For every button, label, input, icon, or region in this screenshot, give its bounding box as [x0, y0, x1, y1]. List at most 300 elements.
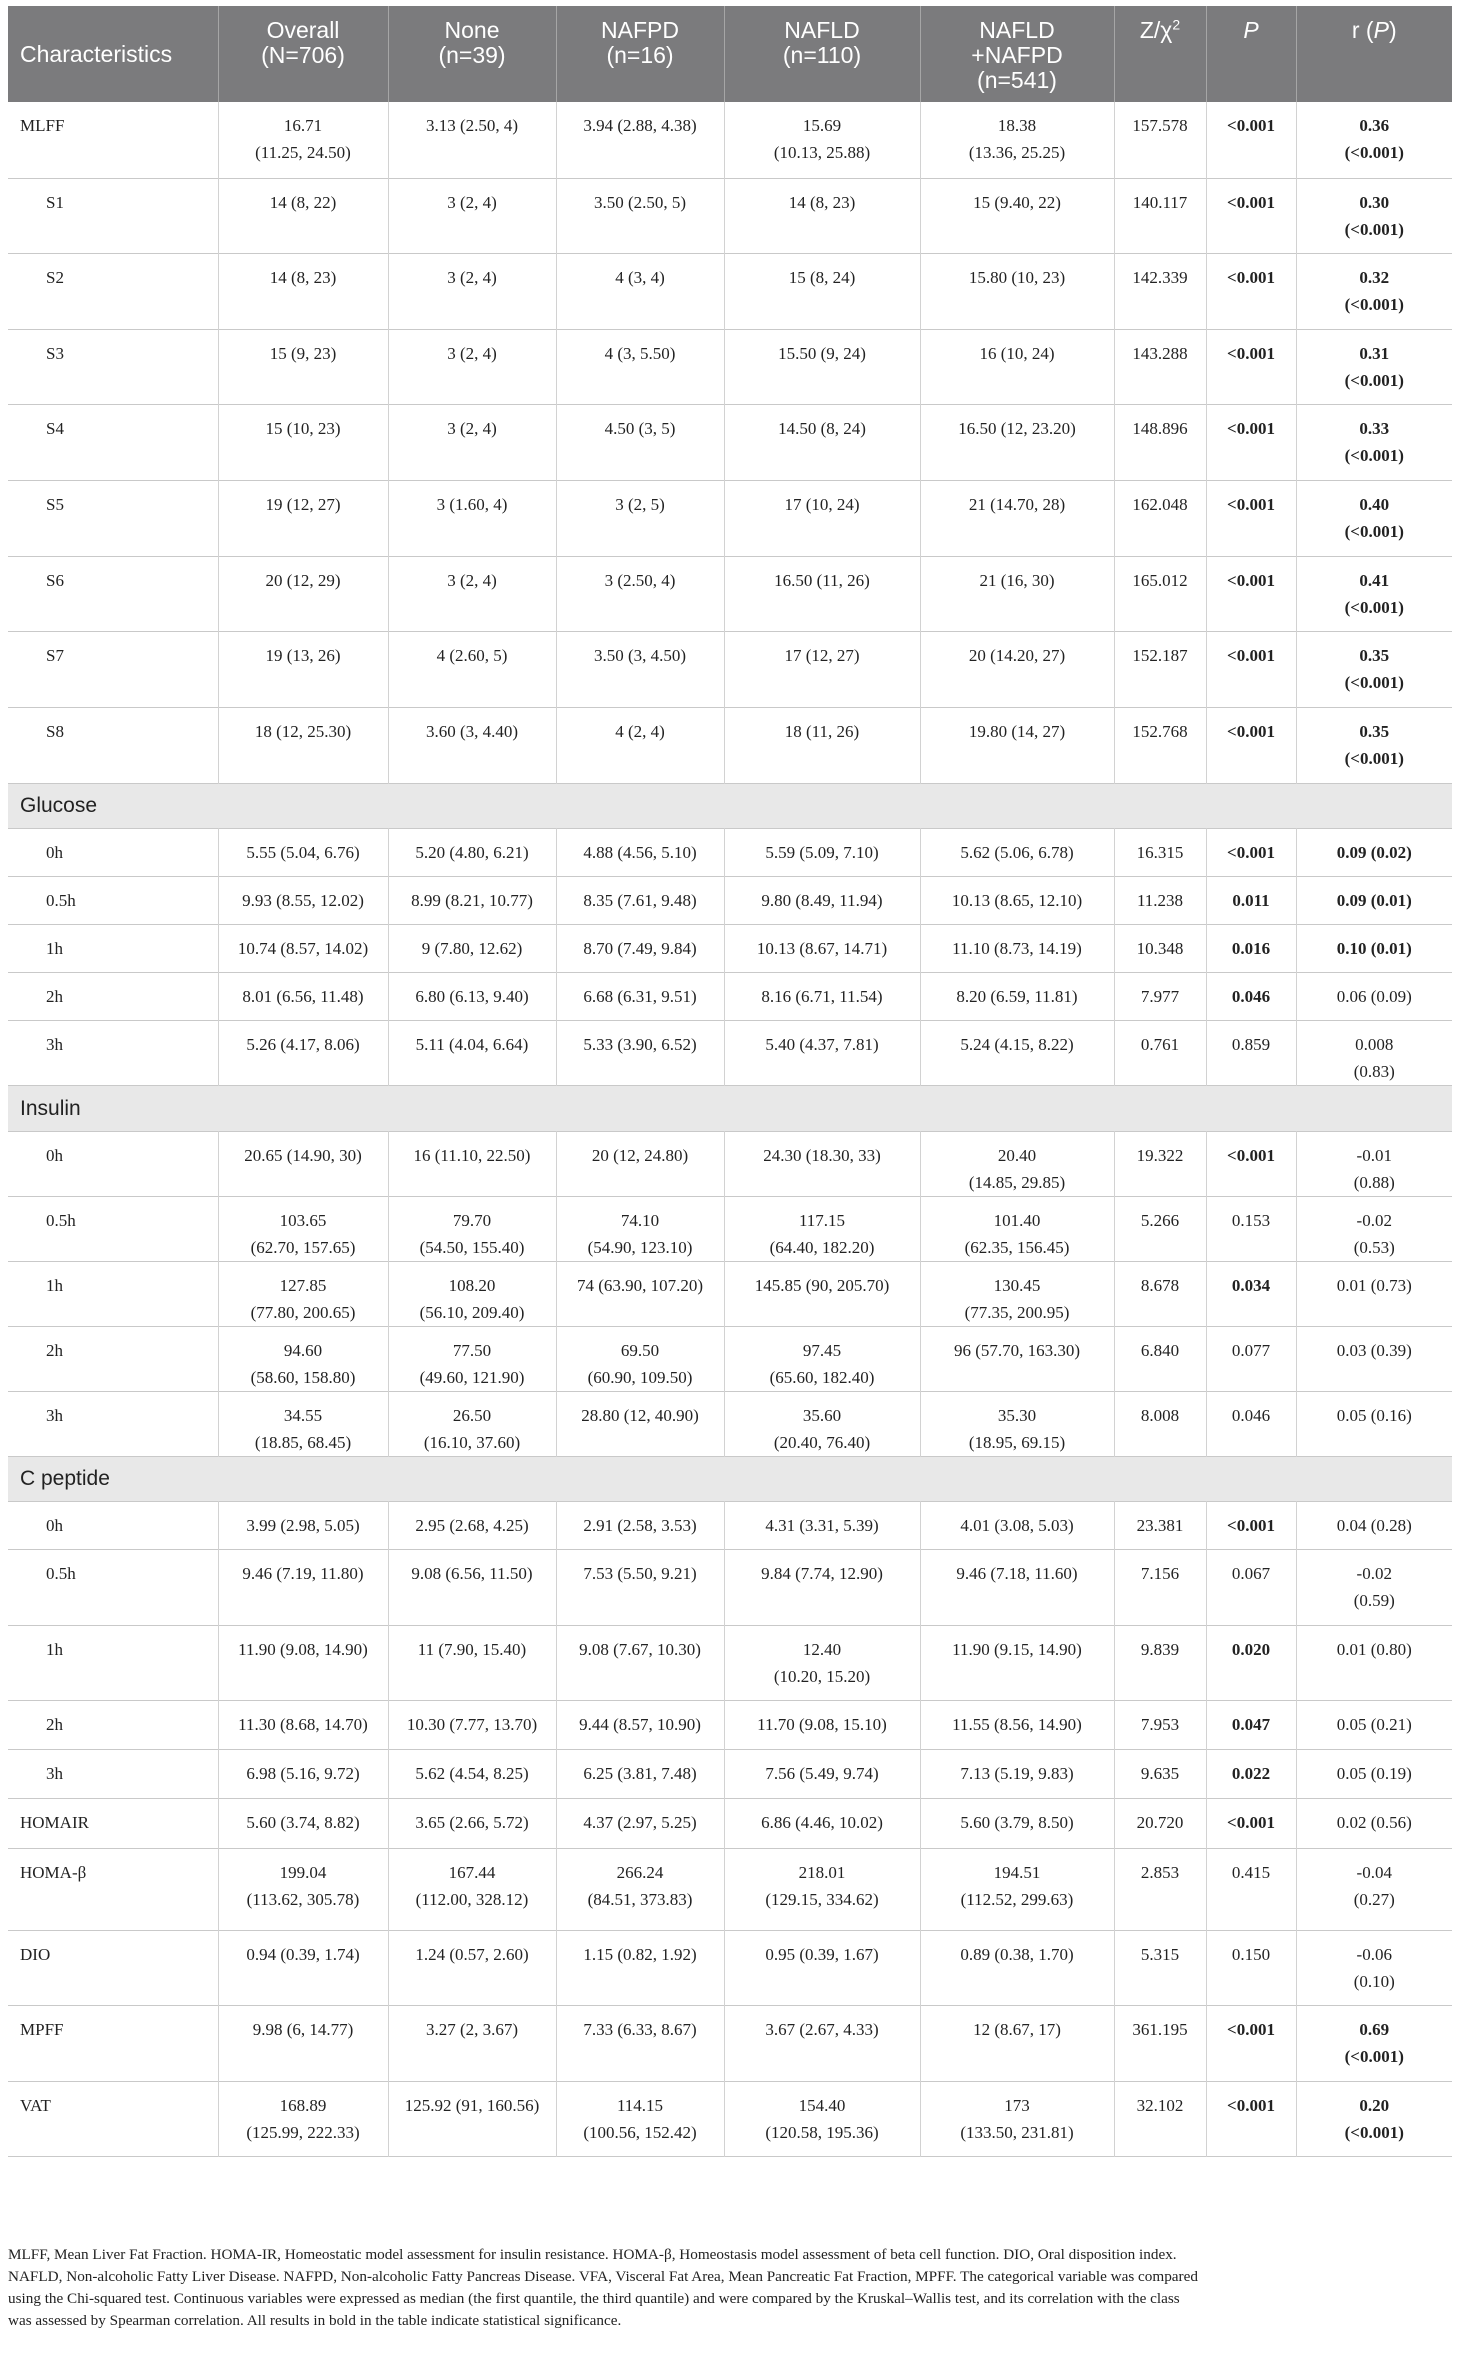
section-label: Insulin	[20, 1096, 81, 1120]
table-row	[8, 1848, 1452, 1930]
cell-statistic	[1114, 2081, 1206, 2156]
cell-value: 3 (2, 4)	[447, 570, 497, 590]
cell-value: 1.24 (0.57, 2.60)	[415, 1944, 529, 1964]
cell-value: 16.71	[283, 116, 323, 135]
cell-nafld	[724, 178, 920, 253]
cell-none	[388, 2005, 556, 2081]
cell-value: (77.35, 200.95)	[964, 1302, 1070, 1322]
table-row	[8, 1196, 1452, 1261]
cell-value: (125.99, 222.33)	[246, 2122, 360, 2142]
cell-nafpd	[556, 828, 724, 876]
cell-nafpd	[556, 1700, 724, 1749]
cell-value: 32.102	[1136, 2095, 1184, 2115]
cell-none	[388, 1930, 556, 2005]
cell-value: 0.5h	[46, 1210, 76, 1230]
cell-value: 1.15 (0.82, 1.92)	[583, 1944, 697, 1964]
cell-p-value	[1206, 329, 1296, 404]
cell-value: (10.20, 15.20)	[773, 1666, 871, 1686]
cell-correlation	[1296, 876, 1452, 924]
cell-value: 4.37 (2.97, 5.25)	[583, 1812, 697, 1832]
cell-characteristic	[8, 1501, 218, 1549]
cell-nafld	[724, 404, 920, 480]
cell-none	[388, 972, 556, 1020]
cell-overall	[218, 1749, 388, 1798]
cell-value: 8.99 (8.21, 10.77)	[411, 890, 533, 910]
cell-p-value	[1206, 253, 1296, 329]
cell-statistic	[1114, 876, 1206, 924]
cell-value: 148.896	[1132, 418, 1188, 438]
cell-value: 9.08 (6.56, 11.50)	[411, 1563, 533, 1583]
cell-value: 5.60 (3.74, 8.82)	[246, 1812, 360, 1832]
header-characteristics: Characteristics	[8, 6, 218, 102]
cell-value: (18.85, 68.45)	[254, 1432, 352, 1452]
cell-value: 3 (2, 4)	[447, 343, 497, 363]
footnote-line: NAFLD, Non-alcoholic Fatty Liver Disease. NAFPD, Non-alcoholic Fatty Pancreas Disease. VFA, Visceral Fat Area, Mean Pancreatic Fat Fraction, MPFF. The categorical variable was compared	[8, 2268, 1198, 2285]
cell-characteristic	[8, 707, 218, 783]
footnote-line: using the Chi-squared test. Continuous variables were expressed as median (the first quantile, the third quantile) and were compared by the Kruskal–Wallis test, and its correlation with the class	[8, 2290, 1180, 2307]
cell-value: (60.90, 109.50)	[587, 1367, 693, 1387]
cell-value: <0.001	[1227, 842, 1275, 862]
cell-value: 23.381	[1136, 1515, 1184, 1535]
cell-nafld-nafpd	[920, 556, 1114, 631]
cell-value: 24.30 (18.30, 33)	[763, 1145, 881, 1165]
cell-value: 15 (9.40, 22)	[973, 192, 1061, 212]
cell-value: 15.80 (10, 23)	[968, 267, 1066, 287]
cell-value: 0.20	[1359, 2095, 1390, 2115]
cell-none	[388, 631, 556, 707]
cell-overall	[218, 1501, 388, 1549]
table-row	[8, 556, 1452, 631]
cell-correlation	[1296, 2081, 1452, 2156]
cell-overall	[218, 102, 388, 178]
cell-none	[388, 1501, 556, 1549]
cell-characteristic	[8, 1930, 218, 2005]
cell-p-value	[1206, 1749, 1296, 1798]
table-row	[8, 329, 1452, 404]
cell-value: 10.348	[1136, 938, 1184, 958]
cell-value: (112.52, 299.63)	[960, 1889, 1074, 1909]
cell-none	[388, 253, 556, 329]
cell-nafpd	[556, 1798, 724, 1848]
cell-value: 266.24	[616, 1862, 664, 1882]
cell-value: 7.953	[1140, 1714, 1180, 1734]
section-header-row	[8, 1456, 1452, 1501]
cell-nafld-nafpd	[920, 1261, 1114, 1326]
cell-value: 3 (2, 5)	[615, 494, 665, 514]
cell-value: 9.80 (8.49, 11.94)	[761, 890, 883, 910]
cell-correlation	[1296, 404, 1452, 480]
cell-value: 7.53 (5.50, 9.21)	[583, 1563, 697, 1583]
cell-value: 103.65	[279, 1210, 327, 1230]
cell-nafld	[724, 1798, 920, 1848]
cell-value: 3.13 (2.50, 4)	[425, 116, 519, 135]
cell-value: 0.034	[1231, 1275, 1271, 1295]
cell-characteristic	[8, 178, 218, 253]
cell-none	[388, 1391, 556, 1456]
cell-value: <0.001	[1227, 645, 1275, 665]
cell-value: MLFF	[20, 116, 65, 135]
cell-value: (0.59)	[1353, 1590, 1395, 1610]
cell-value: S2	[46, 267, 64, 287]
cell-value: 145.85 (90, 205.70)	[754, 1275, 890, 1295]
cell-value: 8.35 (7.61, 9.48)	[583, 890, 697, 910]
cell-value: 0.077	[1231, 1340, 1271, 1360]
cell-value: -0.06	[1356, 1944, 1392, 1964]
cell-value: 0.046	[1231, 1405, 1271, 1425]
cell-value: (56.10, 209.40)	[419, 1302, 525, 1322]
cell-value: (10.13, 25.88)	[773, 143, 871, 162]
cell-nafld	[724, 1625, 920, 1700]
cell-value: 11.90 (9.08, 14.90)	[238, 1639, 368, 1659]
cell-value: 5.62 (4.54, 8.25)	[415, 1763, 529, 1783]
cell-statistic	[1114, 102, 1206, 178]
header-row	[8, 6, 1452, 102]
cell-none	[388, 1848, 556, 1930]
cell-value: (16.10, 37.60)	[423, 1432, 521, 1452]
cell-characteristic	[8, 1848, 218, 1930]
cell-correlation	[1296, 1700, 1452, 1749]
cell-value: 7.33 (6.33, 8.67)	[583, 2019, 697, 2039]
cell-characteristic	[8, 631, 218, 707]
table-row	[8, 972, 1452, 1020]
cell-nafld-nafpd	[920, 1749, 1114, 1798]
cell-value: 0.09 (0.02)	[1336, 842, 1412, 862]
cell-value: (54.50, 155.40)	[419, 1237, 525, 1257]
cell-statistic	[1114, 1196, 1206, 1261]
cell-value: (64.40, 182.20)	[769, 1237, 875, 1257]
cell-value: 218.01	[798, 1862, 846, 1882]
cell-value: 6.68 (6.31, 9.51)	[583, 986, 697, 1006]
cell-value: 15.50 (9, 24)	[778, 343, 866, 363]
cell-none	[388, 924, 556, 972]
cell-value: 4 (2.60, 5)	[436, 645, 508, 665]
cell-nafpd	[556, 1391, 724, 1456]
cell-value: (<0.001)	[1344, 521, 1404, 541]
cell-value: 0.046	[1231, 986, 1271, 1006]
cell-overall	[218, 1261, 388, 1326]
cell-value: 0.33	[1359, 418, 1390, 438]
cell-statistic	[1114, 253, 1206, 329]
cell-none	[388, 1131, 556, 1196]
cell-value: 4.88 (4.56, 5.10)	[583, 842, 697, 862]
cell-value: 0.89 (0.38, 1.70)	[960, 1944, 1074, 1964]
table-row	[8, 1749, 1452, 1798]
cell-nafld-nafpd	[920, 924, 1114, 972]
cell-value: 0.022	[1231, 1763, 1271, 1783]
cell-nafpd	[556, 1848, 724, 1930]
cell-value: 12.40	[802, 1639, 842, 1659]
header-none: None (n=39)	[388, 6, 556, 102]
cell-value: 3 (2.50, 4)	[604, 570, 676, 590]
cell-correlation	[1296, 1261, 1452, 1326]
cell-none	[388, 1261, 556, 1326]
table-row	[8, 1700, 1452, 1749]
cell-value: (0.27)	[1353, 1889, 1395, 1909]
cell-value: 69.50	[620, 1340, 660, 1360]
cell-value: 173	[1004, 2095, 1030, 2115]
cell-value: 10.13 (8.65, 12.10)	[951, 890, 1083, 910]
cell-value: <0.001	[1227, 721, 1275, 741]
cell-p-value	[1206, 2005, 1296, 2081]
cell-nafld	[724, 1261, 920, 1326]
cell-nafpd	[556, 253, 724, 329]
cell-nafld-nafpd	[920, 253, 1114, 329]
cell-p-value	[1206, 707, 1296, 783]
cell-statistic	[1114, 1020, 1206, 1085]
cell-overall	[218, 1625, 388, 1700]
header-nafld-nafpd: NAFLD +NAFPD (n=541)	[920, 6, 1114, 102]
cell-characteristic	[8, 480, 218, 556]
cell-overall	[218, 1020, 388, 1085]
cell-value: 0.35	[1359, 645, 1390, 665]
cell-value: (<0.001)	[1344, 219, 1404, 239]
cell-value: (120.58, 195.36)	[765, 2122, 879, 2142]
cell-value: 11.55 (8.56, 14.90)	[952, 1714, 1082, 1734]
cell-value: 19.322	[1136, 1145, 1184, 1165]
cell-nafld-nafpd	[920, 102, 1114, 178]
cell-correlation	[1296, 1196, 1452, 1261]
cell-value: (18.95, 69.15)	[968, 1432, 1066, 1452]
cell-value: 361.195	[1132, 2019, 1188, 2039]
cell-value: (11.25, 24.50)	[255, 143, 351, 162]
section-label: C peptide	[20, 1467, 110, 1490]
cell-nafld	[724, 1196, 920, 1261]
header-nafpd: NAFPD (n=16)	[556, 6, 724, 102]
cell-correlation	[1296, 1625, 1452, 1700]
cell-statistic	[1114, 404, 1206, 480]
cell-value: 101.40	[993, 1210, 1041, 1230]
cell-characteristic	[8, 1749, 218, 1798]
cell-value: 6.98 (5.16, 9.72)	[246, 1763, 360, 1783]
cell-nafpd	[556, 1326, 724, 1391]
cell-nafld	[724, 924, 920, 972]
cell-value: 0.02 (0.56)	[1336, 1812, 1412, 1832]
cell-value: MPFF	[20, 2019, 64, 2039]
cell-value: 0.415	[1231, 1862, 1271, 1882]
cell-nafld-nafpd	[920, 329, 1114, 404]
cell-value: 11.10 (8.73, 14.19)	[952, 938, 1082, 958]
cell-correlation	[1296, 1391, 1452, 1456]
cell-value: 15 (9, 23)	[269, 343, 337, 363]
cell-nafpd	[556, 1930, 724, 2005]
cell-none	[388, 707, 556, 783]
cell-p-value	[1206, 1131, 1296, 1196]
cell-statistic	[1114, 1625, 1206, 1700]
cell-value: 0.761	[1140, 1034, 1180, 1054]
cell-p-value	[1206, 1326, 1296, 1391]
cell-nafpd	[556, 480, 724, 556]
table-row	[8, 1326, 1452, 1391]
cell-value: 97.45	[802, 1340, 842, 1360]
cell-value: 3h	[46, 1034, 63, 1054]
cell-nafld-nafpd	[920, 1930, 1114, 2005]
cell-nafld-nafpd	[920, 1848, 1114, 1930]
cell-value: 117.15	[798, 1210, 846, 1230]
cell-value: (62.35, 156.45)	[964, 1237, 1070, 1257]
cell-value: 2.91 (2.58, 3.53)	[583, 1515, 697, 1535]
cell-value: 10.13 (8.67, 14.71)	[756, 938, 888, 958]
cell-value: 140.117	[1132, 192, 1188, 212]
cell-nafpd	[556, 102, 724, 178]
cell-statistic	[1114, 924, 1206, 972]
cell-statistic	[1114, 329, 1206, 404]
cell-none	[388, 178, 556, 253]
cell-value: 19 (13, 26)	[265, 645, 341, 665]
cell-value: 0.95 (0.39, 1.67)	[765, 1944, 879, 1964]
cell-value: 9.44 (8.57, 10.90)	[579, 1714, 701, 1734]
section-label: Glucose	[20, 794, 98, 817]
cell-value: 152.187	[1132, 645, 1188, 665]
cell-nafpd	[556, 972, 724, 1020]
header-p-value: P	[1206, 6, 1296, 102]
cell-statistic	[1114, 972, 1206, 1020]
table-row	[8, 1261, 1452, 1326]
cell-value: 18 (12, 25.30)	[254, 721, 352, 741]
cell-value: (<0.001)	[1344, 445, 1404, 465]
cell-value: (77.80, 200.65)	[250, 1302, 356, 1322]
cell-value: 9.98 (6, 14.77)	[252, 2019, 354, 2039]
cell-value: 0.008	[1355, 1034, 1394, 1054]
cell-value: 9.08 (7.67, 10.30)	[579, 1639, 701, 1659]
cell-value: 34.55	[283, 1405, 323, 1425]
cell-nafld-nafpd	[920, 178, 1114, 253]
cell-characteristic	[8, 102, 218, 178]
cell-value: 130.45	[993, 1275, 1041, 1295]
cell-value: 0.69	[1359, 2019, 1390, 2039]
cell-statistic	[1114, 1549, 1206, 1625]
cell-nafld-nafpd	[920, 707, 1114, 783]
cell-value: 10.74 (8.57, 14.02)	[237, 938, 369, 958]
cell-value: 167.44	[448, 1862, 496, 1882]
cell-value: 199.04	[279, 1862, 327, 1882]
cell-value: (0.53)	[1353, 1237, 1395, 1257]
cell-overall	[218, 253, 388, 329]
cell-nafld	[724, 707, 920, 783]
cell-characteristic	[8, 1549, 218, 1625]
cell-value: 8.008	[1140, 1405, 1180, 1425]
cell-value: -0.04	[1356, 1862, 1392, 1882]
cell-overall	[218, 876, 388, 924]
cell-nafld-nafpd	[920, 1020, 1114, 1085]
cell-value: 2h	[46, 986, 63, 1006]
cell-nafld	[724, 1501, 920, 1549]
cell-value: 0.05 (0.16)	[1336, 1405, 1412, 1425]
table-row	[8, 2005, 1452, 2081]
cell-value: <0.001	[1227, 1812, 1275, 1832]
cell-value: 1h	[46, 1639, 63, 1659]
cell-value: 3h	[46, 1405, 63, 1425]
cell-value: 8.678	[1140, 1275, 1180, 1295]
cell-value: 5.33 (3.90, 6.52)	[583, 1034, 697, 1054]
cell-value: 6.86 (4.46, 10.02)	[761, 1812, 883, 1832]
cell-value: (54.90, 123.10)	[587, 1237, 693, 1257]
cell-p-value	[1206, 828, 1296, 876]
cell-value: (100.56, 152.42)	[583, 2122, 697, 2142]
cell-p-value	[1206, 404, 1296, 480]
cell-correlation	[1296, 828, 1452, 876]
cell-value: 0.36	[1359, 116, 1390, 135]
table-row	[8, 1625, 1452, 1700]
table-footnote	[8, 2244, 1448, 2332]
cell-overall	[218, 178, 388, 253]
cell-value: 3.67 (2.67, 4.33)	[765, 2019, 879, 2039]
cell-value: 14.50 (8, 24)	[778, 418, 866, 438]
cell-value: 0.35	[1359, 721, 1390, 741]
cell-value: 0.30	[1359, 192, 1390, 212]
cell-value: 5.315	[1140, 1944, 1180, 1964]
cell-p-value	[1206, 1625, 1296, 1700]
cell-value: 11.238	[1136, 890, 1184, 910]
cell-correlation	[1296, 102, 1452, 178]
cell-value: 4.50 (3, 5)	[604, 418, 676, 438]
cell-value: 5.40 (4.37, 7.81)	[765, 1034, 879, 1054]
cell-value: 19.80 (14, 27)	[968, 721, 1066, 741]
table-row	[8, 102, 1452, 178]
cell-correlation	[1296, 480, 1452, 556]
cell-value: 5.266	[1140, 1210, 1180, 1230]
cell-value: 94.60	[283, 1340, 323, 1360]
cell-p-value	[1206, 1391, 1296, 1456]
cell-p-value	[1206, 1848, 1296, 1930]
cell-value: 0.859	[1231, 1034, 1271, 1054]
cell-value: (58.60, 158.80)	[250, 1367, 356, 1387]
cell-value: 16.50 (12, 23.20)	[958, 418, 1076, 438]
cell-value: S1	[46, 192, 64, 212]
cell-value: (<0.001)	[1344, 672, 1404, 692]
cell-value: 3.50 (3, 4.50)	[593, 645, 687, 665]
cell-value: 6.25 (3.81, 7.48)	[583, 1763, 697, 1783]
cell-none	[388, 480, 556, 556]
cell-statistic	[1114, 1930, 1206, 2005]
cell-none	[388, 404, 556, 480]
cell-value: 74 (63.90, 107.20)	[576, 1275, 704, 1295]
cell-value: 14 (8, 22)	[269, 192, 337, 212]
cell-statistic	[1114, 1326, 1206, 1391]
cell-nafpd	[556, 1749, 724, 1798]
cell-value: 8.20 (6.59, 11.81)	[956, 986, 1078, 1006]
cell-value: 3 (2, 4)	[447, 418, 497, 438]
cell-value: (113.62, 305.78)	[246, 1889, 360, 1909]
section-header-row	[8, 783, 1452, 828]
cell-value: 0.047	[1231, 1714, 1271, 1734]
cell-p-value	[1206, 2081, 1296, 2156]
cell-correlation	[1296, 1131, 1452, 1196]
cell-nafld-nafpd	[920, 876, 1114, 924]
cell-nafpd	[556, 1501, 724, 1549]
table-row	[8, 924, 1452, 972]
cell-correlation	[1296, 2005, 1452, 2081]
table-row	[8, 178, 1452, 253]
cell-value: 0.94 (0.39, 1.74)	[246, 1944, 360, 1964]
cell-correlation	[1296, 924, 1452, 972]
cell-overall	[218, 1391, 388, 1456]
cell-nafld-nafpd	[920, 1549, 1114, 1625]
cell-overall	[218, 2005, 388, 2081]
cell-value: 0.40	[1359, 494, 1390, 514]
cell-value: 108.20	[448, 1275, 496, 1295]
table-row	[8, 876, 1452, 924]
cell-value: 5.26 (4.17, 8.06)	[246, 1034, 360, 1054]
cell-characteristic	[8, 2005, 218, 2081]
cell-nafld-nafpd	[920, 1326, 1114, 1391]
cell-value: (0.10)	[1353, 1971, 1395, 1991]
table-row	[8, 480, 1452, 556]
cell-value: (84.51, 373.83)	[587, 1889, 693, 1909]
cell-value: 12 (8.67, 17)	[973, 2019, 1061, 2039]
cell-value: 8.01 (6.56, 11.48)	[242, 986, 364, 1006]
cell-none	[388, 2081, 556, 2156]
cell-nafld-nafpd	[920, 1625, 1114, 1700]
